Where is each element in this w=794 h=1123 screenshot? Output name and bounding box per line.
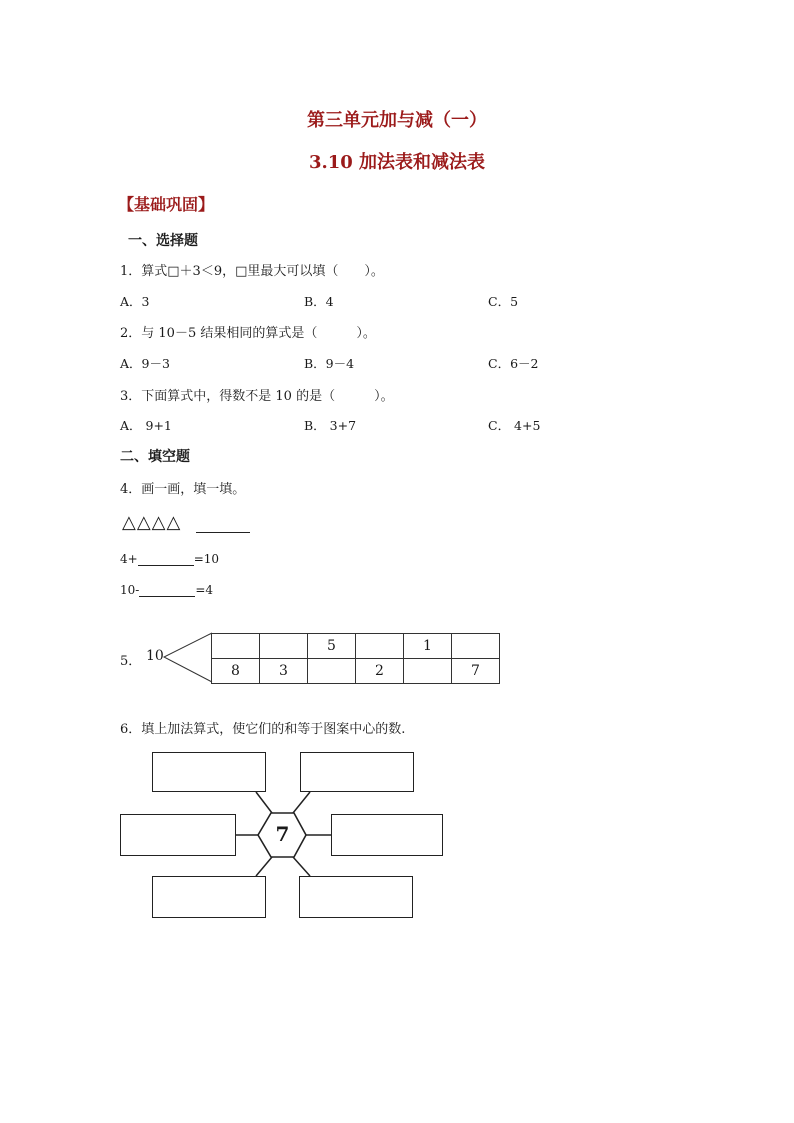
q5-bottom-cell: 8 bbox=[212, 659, 260, 684]
q3-option-b: B． 3+7 bbox=[304, 418, 357, 433]
answer-box-top-right[interactable] bbox=[300, 752, 414, 792]
answer-box-top-left[interactable] bbox=[152, 752, 266, 792]
question-5-label: 5． bbox=[120, 654, 142, 669]
q5-top-cell: 1 bbox=[404, 634, 452, 659]
q2-option-c: C．6－2 bbox=[488, 356, 539, 371]
answer-box-middle-left[interactable] bbox=[120, 814, 236, 856]
part2-heading: 二、填空题 bbox=[120, 449, 190, 465]
part1-heading: 一、选择题 bbox=[128, 233, 198, 249]
triangle-icons: △△△△ bbox=[122, 512, 182, 533]
q3-option-c: C． 4+5 bbox=[488, 418, 541, 433]
q5-top-cell: 5 bbox=[308, 634, 356, 659]
q3-option-a: A． 9+1 bbox=[120, 418, 172, 433]
section-label: 【基础巩固】 bbox=[118, 195, 215, 214]
q1-option-c: C．5 bbox=[488, 294, 519, 309]
question-4: 4．画一画，填一填。 bbox=[120, 482, 246, 497]
answer-box-middle-right[interactable] bbox=[331, 814, 443, 856]
q4-eq1-right: =10 bbox=[193, 552, 220, 566]
answer-box-bottom-right[interactable] bbox=[299, 876, 413, 918]
q4-eq2-right: =4 bbox=[195, 583, 214, 597]
q5-bottom-cell: 2 bbox=[356, 659, 404, 684]
page-title: 第三单元加与减（一） bbox=[307, 110, 487, 131]
q5-bottom-cell: 3 bbox=[260, 659, 308, 684]
q5-total: 10 bbox=[146, 648, 164, 664]
q1-option-b: B．4 bbox=[304, 294, 334, 309]
center-number: 7 bbox=[275, 822, 290, 846]
question-6: 6．填上加法算式，使它们的和等于图案中心的数. bbox=[120, 722, 406, 737]
q4-eq1-left: 4+ bbox=[120, 552, 138, 566]
q5-bottom-cell: 7 bbox=[452, 659, 500, 684]
q2-option-b: B．9－4 bbox=[304, 356, 355, 371]
question-3: 3．下面算式中，得数不是 10 的是（ ）。 bbox=[120, 389, 394, 404]
question-1: 1．算式□＋3＜9，□里最大可以填（ ）。 bbox=[120, 264, 384, 279]
q1-option-a: A．3 bbox=[120, 294, 150, 309]
page-subtitle: 3.10 加法表和减法表 bbox=[308, 152, 486, 173]
q2-option-a: A．9－3 bbox=[120, 356, 170, 371]
q4-eq2-left: 10- bbox=[120, 583, 140, 597]
answer-box-bottom-left[interactable] bbox=[152, 876, 266, 918]
question-2: 2．与 10－5 结果相同的算式是（ ）。 bbox=[120, 326, 376, 341]
